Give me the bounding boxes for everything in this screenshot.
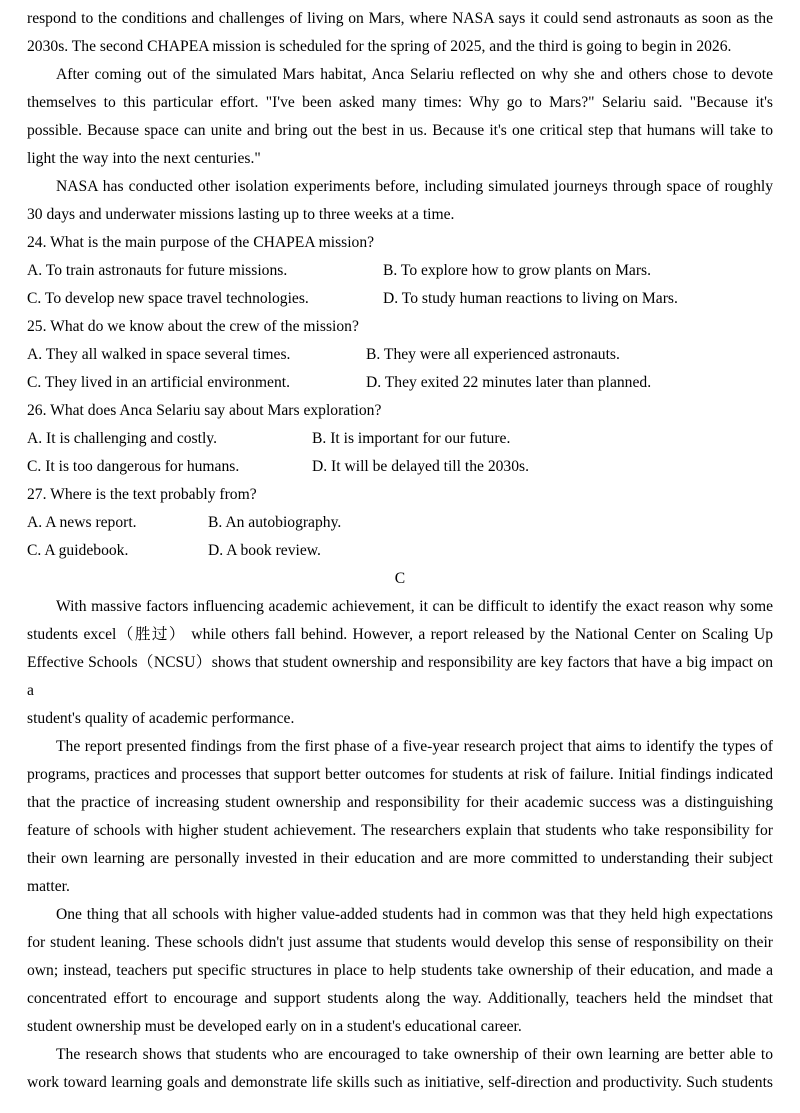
question-26-option-c: C. It is too dangerous for humans. <box>27 458 240 475</box>
question-26-block <box>27 397 773 481</box>
passage-line: student's quality of academic performance. <box>27 710 295 727</box>
question-27-option-a: A. A news report. <box>27 514 137 531</box>
question-27-text: 27. Where is the text probably from? <box>27 486 257 503</box>
passage-line: for student leaning. These schools didn't just assume that students would develop this sense of responsibility on their <box>27 934 773 951</box>
question-24-option-c: C. To develop new space travel technologies. <box>27 290 309 307</box>
passage-line: their own learning are personally invested in their education and are more committed to understanding their subject <box>27 850 773 867</box>
passage-line: 2030s. The second CHAPEA mission is scheduled for the spring of 2025, and the third is going to begin in 2026. <box>27 38 732 55</box>
passage-line: programs, practices and processes that support better outcomes for students at risk of failure. Initial findings indicated <box>27 766 773 783</box>
passage-line: light the way into the next centuries." <box>27 150 261 167</box>
passage-line: students excel（胜过） while others fall behind. However, a report released by the National Center on Scaling Up <box>27 626 773 643</box>
passage-line: After coming out of the simulated Mars habitat, Anca Selariu reflected on why she and others chose to devote <box>56 66 773 83</box>
passage-line: matter. <box>27 878 70 895</box>
question-27-option-b: B. An autobiography. <box>208 514 342 531</box>
question-24-option-b: B. To explore how to grow plants on Mars. <box>383 262 652 279</box>
question-27-block <box>27 481 773 565</box>
question-26-text: 26. What does Anca Selariu say about Mars exploration? <box>27 402 382 419</box>
passage-line: With massive factors influencing academic achievement, it can be difficult to identify the exact reason why some <box>56 598 773 615</box>
passage-line: NASA has conducted other isolation experiments before, including simulated journeys through space of roughly <box>56 178 773 195</box>
question-26-options-row-2 <box>27 453 773 481</box>
question-26-option-d: D. It will be delayed till the 2030s. <box>312 458 529 475</box>
section-c-label: C <box>394 570 406 587</box>
passage-line: respond to the conditions and challenges of living on Mars, where NASA says it could send astronauts as soon as the <box>27 10 773 27</box>
passage-line: possible. Because space can unite and bring out the best in us. Because it's one critical step that humans will take to <box>27 122 773 139</box>
question-25-option-b: B. They were all experienced astronauts. <box>366 346 620 363</box>
passage-line: concentrated effort to encourage and support students along the way. Additionally, teachers held the mindset that <box>27 990 773 1007</box>
passage-b-continuation <box>27 5 773 229</box>
question-24-options-row-1 <box>27 257 773 285</box>
question-26-option-b: B. It is important for our future. <box>312 430 511 447</box>
question-26-options-row-1 <box>27 425 773 453</box>
passage-line: The report presented findings from the first phase of a five-year research project that aims to identify the types of <box>56 738 773 755</box>
question-26-option-a: A. It is challenging and costly. <box>27 430 217 447</box>
section-c-passage <box>27 593 773 1097</box>
question-25-options-row-2 <box>27 369 773 397</box>
question-24-text: 24. What is the main purpose of the CHAPEA mission? <box>27 234 375 251</box>
passage-line: Effective Schools（NCSU）shows that student ownership and responsibility are key factors that have a big impact on a <box>27 654 773 699</box>
question-25-options-row-1 <box>27 341 773 369</box>
question-25-option-a: A. They all walked in space several times. <box>27 346 291 363</box>
question-25-option-c: C. They lived in an artificial environment. <box>27 374 290 391</box>
question-27-option-d: D. A book review. <box>208 542 321 559</box>
question-27-option-c: C. A guidebook. <box>27 542 129 559</box>
question-25-text: 25. What do we know about the crew of the mission? <box>27 318 359 335</box>
question-24-block <box>27 229 773 313</box>
passage-line: student ownership must be developed early on in a student's educational career. <box>27 1018 522 1035</box>
passage-line: that the practice of increasing student ownership and responsibility for their academic success was a distinguishing <box>27 794 773 811</box>
passage-line: work toward learning goals and demonstrate life skills such as initiative, self-direction and productivity. Such students <box>27 1074 773 1091</box>
question-24-options-row-2 <box>27 285 773 313</box>
question-24-option-d: D. To study human reactions to living on Mars. <box>383 290 678 307</box>
passage-line: The research shows that students who are encouraged to take ownership of their own learning are better able to <box>56 1046 773 1063</box>
passage-line: themselves to this particular effort. "I've been asked many times: Why go to Mars?" Selariu said. "Because it's <box>27 94 773 111</box>
passage-line: One thing that all schools with higher value-added students had in common was that they held high expectations <box>56 906 773 923</box>
question-27-options-row-2 <box>27 537 773 565</box>
question-25-block <box>27 313 773 397</box>
passage-line: 30 days and underwater missions lasting up to three weeks at a time. <box>27 206 455 223</box>
passage-line: feature of schools with higher student achievement. The researchers explain that students who take responsibility for <box>27 822 773 839</box>
question-24-option-a: A. To train astronauts for future missions. <box>27 262 288 279</box>
passage-line: own; instead, teachers put specific structures in place to help students take ownership of their education, and made a <box>27 962 773 979</box>
question-27-options-row-1 <box>27 509 773 537</box>
question-25-option-d: D. They exited 22 minutes later than planned. <box>366 374 652 391</box>
